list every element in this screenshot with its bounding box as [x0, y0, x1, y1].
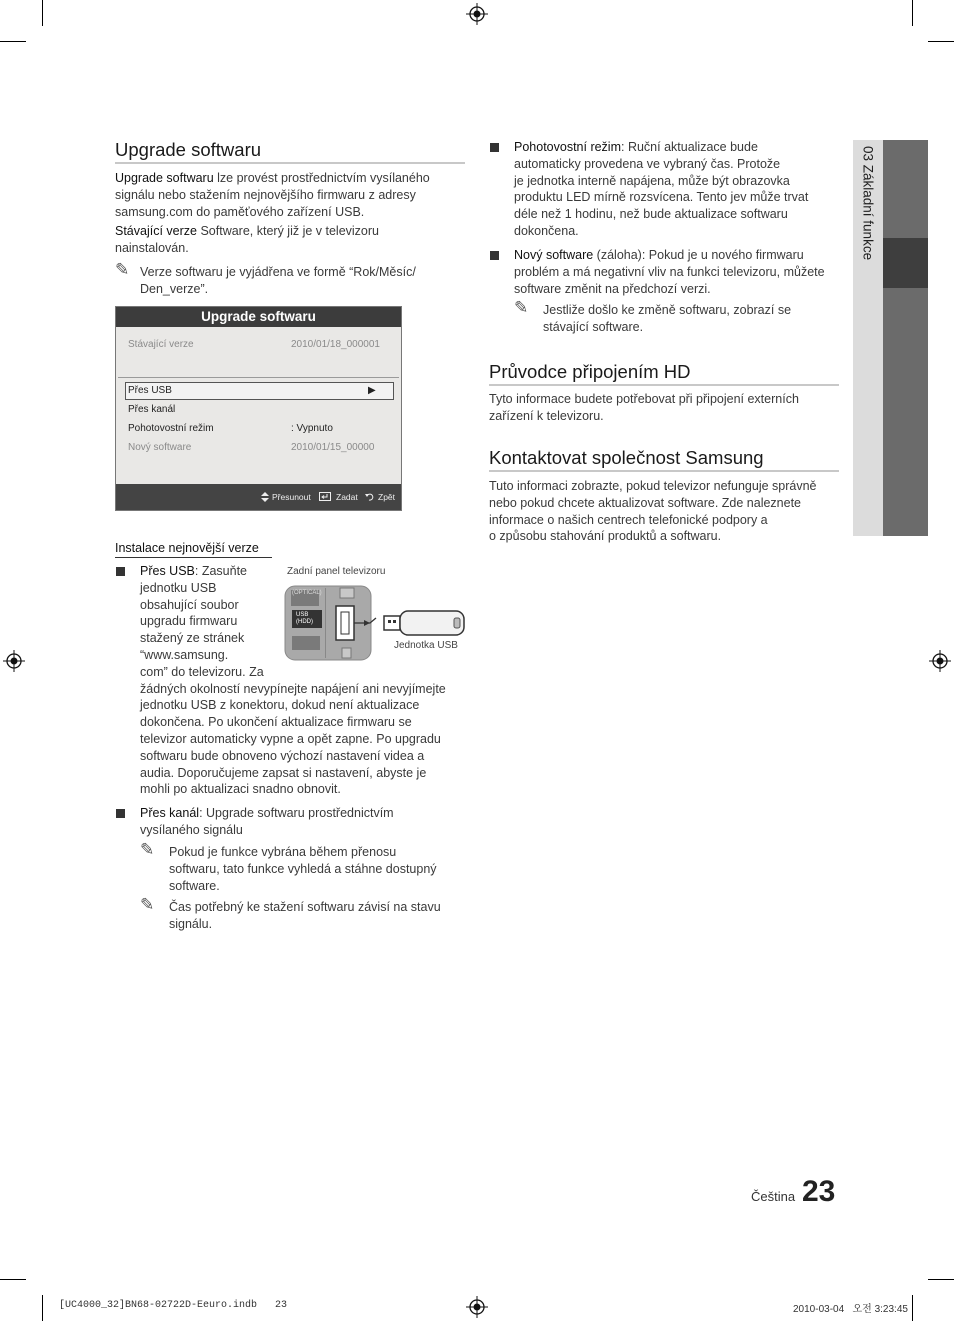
text-line: software.: [169, 878, 220, 893]
figure-label-back-panel: Zadní panel televizoru: [287, 566, 386, 577]
note-pencil-icon: ✎: [140, 895, 155, 914]
crop-mark: [928, 1279, 954, 1280]
text-line: nainstalován.: [115, 241, 189, 256]
hd-guide-paragraph: [489, 391, 839, 425]
text-line: žádných okolností nevypínejte napájení ani nevyjímejte: [140, 681, 446, 696]
bullet-square: [116, 567, 125, 576]
text-line: obsahující soubor: [140, 597, 239, 612]
text-line: Tyto informace budete potřebovat při připojení externích: [489, 392, 799, 406]
text-line: problém a má negativní vliv na funkci televizoru, můžete: [514, 264, 825, 279]
channel-paragraph: [140, 805, 460, 839]
text-line: samsung.com do paměťového zařízení USB.: [115, 204, 365, 219]
text-line: Den_verze”.: [140, 281, 209, 296]
osd-menu-upgrade: [115, 306, 402, 511]
note-download-time: [169, 899, 464, 933]
text-line: informace o našich centrech telefonické podpory a: [489, 512, 768, 527]
menu-value-new-software: 2010/01/15_00000: [291, 442, 375, 453]
intro-bold: Upgrade softwaru: [115, 171, 214, 185]
text-line: signálu.: [169, 916, 213, 931]
text-line: jednotku USB: [140, 580, 217, 595]
text-line: stažený ze stránek: [140, 631, 245, 646]
text-line: o způsobu stahování produktů a softwaru.: [489, 529, 722, 544]
text-line: Čas potřebný ke stažení softwaru závisí na stavu: [169, 900, 441, 914]
port-label-hdd: (HDD): [296, 619, 313, 625]
divider: [489, 384, 839, 386]
crop-mark: [0, 1279, 26, 1280]
subheading-install: Instalace nejnovější verze: [115, 541, 259, 555]
standby-paragraph: [514, 139, 844, 240]
note-version-format: [140, 264, 460, 298]
menu-value-current-version: 2010/01/18_000001: [291, 339, 380, 350]
text-line: : Ruční aktualizace bude: [621, 140, 758, 154]
crop-mark: [928, 41, 954, 42]
return-icon: [365, 492, 374, 501]
text-line: softwaru, tato funkce vyhledá a stáhne dostupný: [169, 861, 437, 876]
text-line: : Upgrade softwaru prostřednictvím: [199, 806, 394, 820]
osd-menu-footer: [116, 484, 401, 510]
crop-mark: [0, 41, 26, 42]
port-label-optical: (OPTICAL): [292, 590, 322, 596]
text-line: software změnit na předchozí verzi.: [514, 281, 711, 296]
text-line: softwaru bude obnoveno výchozí nastavení videa a: [140, 748, 425, 763]
updown-arrow-icon: [261, 492, 269, 502]
port-label-usb: USB: [296, 612, 309, 618]
arrow-right-icon: ▶: [368, 385, 376, 396]
print-file-info: [UC4000_32]BN68-02722D-Eeuro.indb 23: [59, 1300, 288, 1311]
channel-bold: Přes kanál: [140, 806, 200, 820]
divider: [115, 162, 465, 164]
crop-mark: [912, 0, 913, 26]
menu-label-current-version: Stávající verze: [128, 339, 194, 350]
bullet-square: [116, 809, 125, 818]
figure-label-usb-drive: Jednotka USB: [394, 640, 458, 651]
text-line: audia. Doporučujeme zapsat si nastavení, abyste je: [140, 765, 427, 780]
text-line: je jednotka interně napájena, může být obrazovka: [514, 173, 790, 188]
menu-label-usb: Přes USB: [128, 385, 172, 396]
new-software-bold: Nový software: [514, 248, 594, 262]
registration-mark-icon: [929, 650, 951, 672]
menu-item-standby[interactable]: Pohotovostní režim: [128, 423, 214, 434]
registration-mark-icon: [466, 3, 488, 25]
text-line: Tuto informaci zobrazte, pokud televizor nefunguje správně: [489, 479, 817, 493]
enter-icon: [319, 492, 331, 501]
text-line: déle než 1 hodinu, než bude aktualizace softwaru: [514, 207, 788, 222]
contact-paragraph: [489, 478, 839, 545]
text-line: Jestliže došlo ke změně softwaru, zobrazí se: [543, 303, 792, 317]
note-pencil-icon: ✎: [140, 840, 155, 859]
text-line: nebo pokud chcete aktualizovat software. Zde naleznete: [489, 495, 802, 510]
chapter-tab-marker: [883, 238, 928, 288]
bullet-square: [490, 251, 499, 260]
text-line: (záloha): Pokud je u nového firmwaru: [593, 248, 804, 262]
section-title-hd-guide: Průvodce připojením HD: [489, 361, 691, 382]
crop-mark: [42, 1295, 43, 1321]
bullet-square: [490, 143, 499, 152]
note-pencil-icon: ✎: [514, 298, 529, 317]
crop-mark: [912, 1295, 913, 1321]
text-line: zařízení k televizoru.: [489, 408, 604, 423]
menu-item-channel[interactable]: Přes kanál: [128, 404, 176, 415]
foot-back: Zpět: [378, 492, 396, 502]
menu-value-standby: : Vypnuto: [291, 423, 333, 434]
chapter-tab-dark: [883, 140, 928, 536]
text-line: upgradu firmwaru: [140, 614, 238, 629]
text-line: automaticky provedena ve vybraný čas. Protože: [514, 156, 781, 171]
text-line: mohli po aktualizaci snadno obnovit.: [140, 782, 341, 797]
crop-mark: [42, 0, 43, 26]
divider: [489, 470, 839, 472]
usb-bold: Přes USB: [140, 564, 195, 578]
menu-separator: [118, 377, 399, 378]
text-line: televizor automaticky vypne a opět zapne. Po upgradu: [140, 731, 441, 746]
section-title-contact: Kontaktovat společnost Samsung: [489, 447, 764, 468]
subheading-underline: [115, 557, 272, 558]
current-version-bold: Stávající verze: [115, 224, 197, 239]
new-software-paragraph: [514, 247, 844, 297]
page-number: 23: [802, 1175, 836, 1208]
text-line: dokončena. Po ukončení aktualizace firmwaru se: [140, 715, 412, 730]
text-line: Software, který již je v televizoru: [196, 224, 379, 239]
footer-language: Čeština: [751, 1189, 796, 1204]
registration-mark-icon: [466, 1296, 488, 1318]
note-channel-download: [169, 844, 464, 894]
note-pencil-icon: ✎: [115, 260, 130, 279]
menu-item-new-software: Nový software: [128, 442, 192, 453]
standby-bold: Pohotovostní režim: [514, 140, 621, 154]
section-title-upgrade: Upgrade softwaru: [115, 139, 262, 160]
text-line: : Zasuňte: [194, 564, 248, 578]
text-line: stávající software.: [543, 319, 644, 334]
text-line: produktu LED mírně rozsvícena. Tento jev může trvat: [514, 190, 809, 205]
text-line: com” do televizoru. Za: [140, 664, 264, 679]
text-line: vysílaného signálu: [140, 822, 243, 837]
text-line: dokončena.: [514, 223, 579, 238]
note-software-changed: [543, 302, 843, 336]
registration-mark-icon: [3, 650, 25, 672]
text-line: Verze softwaru je vyjádřena ve formě “Rok/Měsíc/: [140, 265, 416, 279]
osd-menu-title: Upgrade softwaru: [116, 307, 401, 327]
chapter-tab-label: 03 Základní funkce: [860, 146, 876, 261]
intro-paragraph: [115, 170, 465, 257]
foot-move: Přesunout: [272, 492, 311, 502]
text-line: signálu nebo stažením nejnovějšího firmwaru z adresy: [115, 187, 416, 202]
text-line: Pokud je funkce vybrána během přenosu: [169, 845, 397, 859]
text-line: jednotku USB z konektoru, dokud není aktualizace: [140, 698, 420, 713]
foot-enter: Zadat: [336, 492, 358, 502]
text-line: “www.samsung.: [140, 647, 229, 662]
print-date-info: 2010-03-04 오전 3:23:45: [793, 1304, 908, 1315]
text-line: lze provést prostřednictvím vysílaného: [213, 171, 430, 185]
